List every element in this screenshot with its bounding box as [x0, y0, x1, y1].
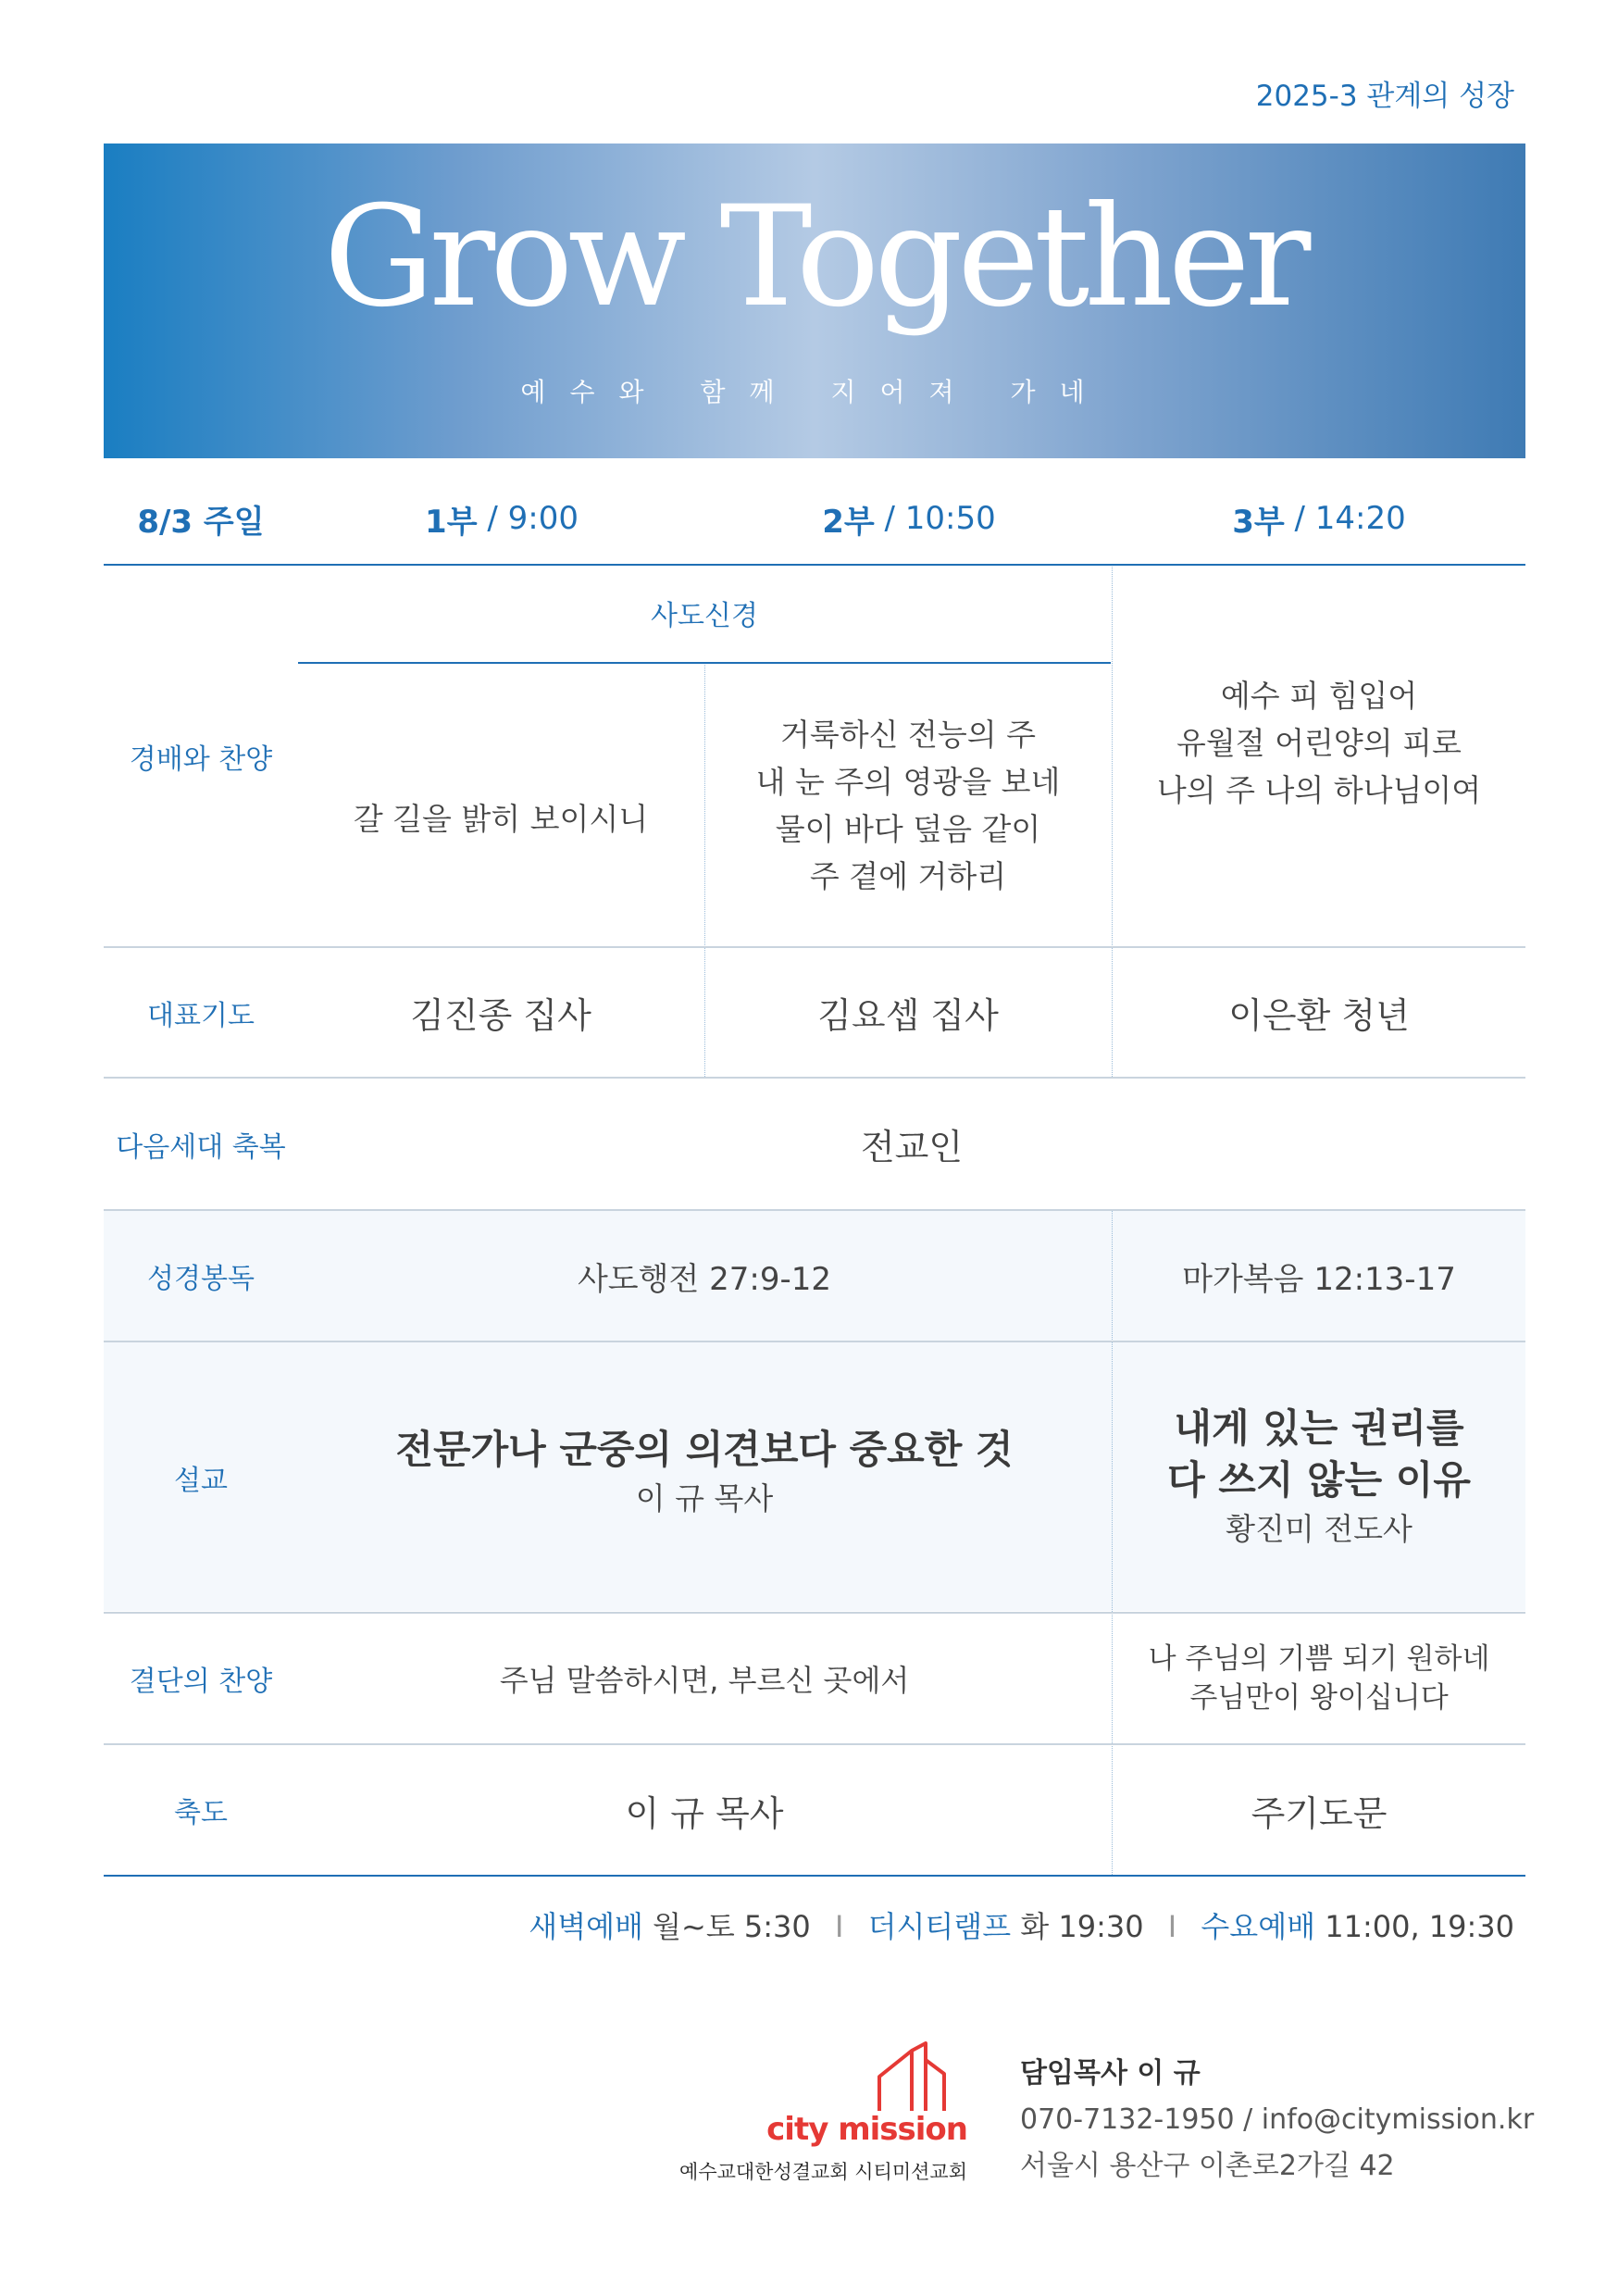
- sermon-s12: [298, 1342, 1111, 1612]
- sermon-preacher: 이 규 목사: [635, 1479, 774, 1516]
- weekly-services: [529, 1903, 1514, 1946]
- separator: I: [1167, 1909, 1177, 1944]
- sermon-label: 설교: [174, 1464, 228, 1497]
- creed-label: 사도신경: [651, 600, 758, 632]
- service-3-header: 3부 / 14:20: [1232, 500, 1406, 541]
- benediction-s12: 이 규 목사: [625, 1792, 784, 1834]
- sermon-title: 전문가나 군중의 의견보다 중요한 것: [395, 1426, 1014, 1472]
- building-logo-icon: [875, 2041, 967, 2115]
- banner-subtitle: 예수와 함께 지어져 가네: [520, 377, 1109, 407]
- response-song-line: 나 주님의 기쁨 되기 원하네: [1148, 1642, 1490, 1676]
- contact-info: 070-7132-1950 / info@citymission.kr: [1020, 2103, 1535, 2136]
- response-label: 결단의 찬양: [129, 1666, 273, 1698]
- worship-song-line: 거룩하신 전능의 주: [779, 716, 1036, 753]
- banner: [104, 144, 1525, 458]
- weekly-name: 수요예배: [1201, 1909, 1316, 1944]
- benediction-label: 축도: [174, 1797, 228, 1829]
- response-song-line: 주님만이 왕이십니다: [1189, 1681, 1449, 1715]
- weekly-name: 새벽예배: [529, 1909, 643, 1944]
- separator: I: [834, 1909, 844, 1944]
- scripture-s12: 사도행전 27:9-12: [577, 1260, 832, 1298]
- scripture-s3: 마가복음 12:13-17: [1182, 1260, 1456, 1298]
- response-s3: [1113, 1614, 1525, 1743]
- blessing-label: 다음세대 축복: [116, 1130, 286, 1164]
- weekly-time: 11:00, 19:30: [1325, 1909, 1514, 1944]
- worship-song-line: 유월절 어린양의 피로: [1176, 724, 1462, 761]
- banner-title: Grow Together: [323, 177, 1306, 338]
- weekly-time: 월~토 5:30: [653, 1909, 811, 1944]
- benediction-s3: 주기도문: [1251, 1792, 1388, 1834]
- address: 서울시 용산구 이촌로2가길 42: [1020, 2150, 1395, 2182]
- series-title: 2025-3 관계의 성장: [1255, 80, 1514, 113]
- blessing-value: 전교인: [860, 1127, 964, 1167]
- weekly-name: 더시티램프: [867, 1909, 1012, 1944]
- prayer-s2: 김요셉 집사: [817, 995, 999, 1036]
- prayer-s1: 김진종 집사: [410, 995, 591, 1036]
- service-date: 8/3 주일: [137, 503, 265, 541]
- sermon-preacher: 황진미 전도사: [1226, 1510, 1413, 1547]
- worship-songs-s2: [705, 664, 1111, 946]
- worship-song-line: 물이 바다 덮음 같이: [775, 810, 1041, 847]
- worship-label: 경배와 찬양: [129, 743, 273, 776]
- sermon-title-line: 다 쓰지 않는 이유: [1167, 1456, 1471, 1503]
- table-bottom-line: [104, 1875, 1525, 1877]
- service-1-header: 1부 / 9:00: [425, 500, 579, 541]
- service-2-header: 2부 / 10:50: [822, 500, 996, 541]
- prayer-label: 대표기도: [147, 999, 255, 1032]
- weekly-time: 화 19:30: [1020, 1909, 1144, 1944]
- worship-song-line: 예수 피 힘입어: [1220, 677, 1418, 714]
- worship-songs-s3: [1113, 567, 1525, 946]
- worship-song-s1: 갈 길을 밝히 보이시니: [353, 801, 649, 837]
- scripture-label: 성경봉독: [147, 1263, 255, 1295]
- sermon-title-line: 내게 있는 권리를: [1174, 1404, 1464, 1451]
- response-s12: 주님 말씀하시면, 부르신 곳에서: [499, 1663, 910, 1698]
- worship-song-line: 내 눈 주의 영광을 보네: [755, 763, 1061, 800]
- sermon-s3: [1113, 1342, 1525, 1612]
- header-divider: [104, 564, 1525, 566]
- worship-song-line: 주 곁에 거하리: [809, 857, 1007, 894]
- worship-song-line: 나의 주 나의 하나님이여: [1156, 771, 1482, 808]
- senior-pastor: 담임목사 이 규: [1020, 2057, 1201, 2090]
- church-name: 예수교대한성결교회 시티미션교회: [679, 2161, 967, 2183]
- prayer-s3: 이은환 청년: [1228, 995, 1410, 1036]
- logo-text: city mission: [766, 2111, 967, 2148]
